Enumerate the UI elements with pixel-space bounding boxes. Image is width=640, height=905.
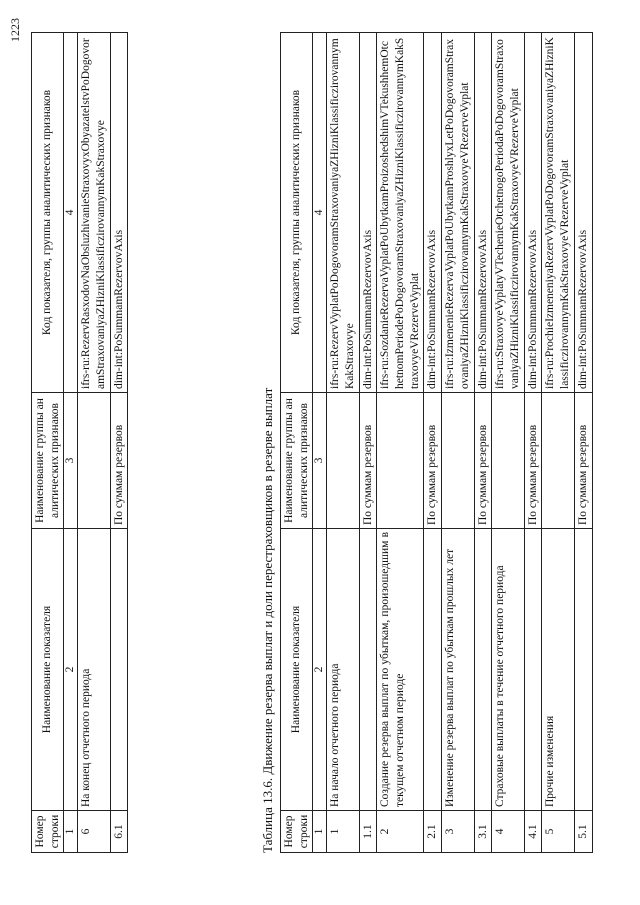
row-number: 2 [377, 811, 424, 853]
row-number: 2.1 [424, 811, 442, 853]
row-number: 4 [492, 811, 524, 853]
column-header: Наименование показателя [32, 529, 64, 811]
reserve-movement-table [280, 32, 593, 853]
indicator-code: ifrs-ru:StraxovyeVyplatyVTechenieOtchetnogoPeriodaPoDogovoramStraxovaniyaZHizniKlassificzirovannymKakStraxovyeVRezerveVyplat [492, 33, 524, 393]
column-header: Код показателя, группы аналитических признаков [281, 33, 313, 393]
indicator-name: Прочие изменения [542, 529, 574, 811]
indicator-name [110, 529, 128, 811]
indicator-name [424, 529, 442, 811]
row-number: 4.1 [524, 811, 542, 853]
indicator-code: ifrs-ru:RezervRasxodovNaObsluzhivanieStraxovyxObyazatelstvPoDogovoramStraxovaniyaZHizniKlassificzirovannymKakStraxovye [78, 33, 110, 393]
analytic-group-name: По суммам резервов [524, 393, 542, 529]
indicator-code: ifrs-ru:SozdanieRezervaVyplatPoUbytkamProizoshedshimVTekushhemOtchetnomPeriodePoDogovoramStraxovaniyaZHizniKlassificzirovannymKakStraxovyeVRezerveVyplat [377, 33, 424, 393]
indicator-name: Страховые выплаты в течение отчетного периода [492, 529, 524, 811]
table-row [78, 33, 110, 853]
row-number: 1.1 [359, 811, 377, 853]
table-caption: Таблица 13.6. Движение резерва выплат и доли перестраховщиков в резерве выплат [260, 387, 275, 853]
indicator-code: dim-int:PoSummamRezervovAxis [110, 33, 128, 393]
column-header: Код показателя, группы аналитических признаков [32, 33, 64, 393]
indicator-name [474, 529, 492, 811]
analytic-group-name [442, 393, 474, 529]
indicator-table-continued [31, 32, 128, 853]
indicator-name [574, 529, 592, 811]
table-row [474, 33, 492, 853]
indicator-code: dim-int:PoSummamRezervovAxis [359, 33, 377, 393]
table-row [524, 33, 542, 853]
column-header: Наименование показателя [281, 529, 313, 811]
indicator-code: dim-int:PoSummamRezervovAxis [524, 33, 542, 393]
analytic-group-name: По суммам резервов [474, 393, 492, 529]
column-header: Номер строки [281, 811, 313, 853]
column-number-row [64, 33, 78, 853]
column-number: 4 [64, 33, 78, 393]
column-number: 1 [313, 811, 327, 853]
indicator-name [524, 529, 542, 811]
row-number: 6.1 [110, 811, 128, 853]
row-number: 3.1 [474, 811, 492, 853]
page-number: 1223 [8, 18, 22, 42]
indicator-code: ifrs-ru:ProchieIzmeneniyaRezervVyplatPoDogovoramStraxovaniyaZHizniKlassificzirovannymKakStraxovyeVRezerveVyplat [542, 33, 574, 393]
column-header: Номер строки [32, 811, 64, 853]
analytic-group-name [492, 393, 524, 529]
column-number-row [313, 33, 327, 853]
indicator-name: На конец отчетного периода [78, 529, 110, 811]
row-number: 1 [327, 811, 359, 853]
table-row [327, 33, 359, 853]
table-row [442, 33, 474, 853]
row-number: 3 [442, 811, 474, 853]
analytic-group-name: По суммам резервов [110, 393, 128, 529]
indicator-name [359, 529, 377, 811]
indicator-code: dim-int:PoSummamRezervovAxis [424, 33, 442, 393]
column-number: 2 [64, 529, 78, 811]
analytic-group-name: По суммам резервов [574, 393, 592, 529]
column-number: 1 [64, 811, 78, 853]
table-row [574, 33, 592, 853]
column-header: Наименование группы аналитических признаков [281, 393, 313, 529]
table-row [359, 33, 377, 853]
analytic-group-name [78, 393, 110, 529]
row-number: 6 [78, 811, 110, 853]
indicator-code: ifrs-ru:IzmenenieRezervaVyplatPoUbytkamProshlyxLetPoDogovoramStraxovaniyaZHizniKlassificzirovannymKakStraxovyeVRezerveVyplat [442, 33, 474, 393]
table-row [542, 33, 574, 853]
indicator-name: Изменение резерва выплат по убыткам прошлых лет [442, 529, 474, 811]
table-header-row [32, 33, 64, 853]
table-header-row [281, 33, 313, 853]
column-number: 3 [313, 393, 327, 529]
indicator-code: ifrs-ru:RezervVyplatPoDogovoramStraxovaniyaZHizniKlassificzirovannymKakStraxovye [327, 33, 359, 393]
analytic-group-name: По суммам резервов [424, 393, 442, 529]
row-number: 5.1 [574, 811, 592, 853]
analytic-group-name [327, 393, 359, 529]
analytic-group-name: По суммам резервов [359, 393, 377, 529]
row-number: 5 [542, 811, 574, 853]
indicator-code: dim-int:PoSummamRezervovAxis [474, 33, 492, 393]
indicator-code: dim-int:PoSummamRezervovAxis [574, 33, 592, 393]
table-row [424, 33, 442, 853]
column-number: 3 [64, 393, 78, 529]
analytic-group-name [542, 393, 574, 529]
table-row [110, 33, 128, 853]
column-number: 4 [313, 33, 327, 393]
analytic-group-name [377, 393, 424, 529]
table-row [492, 33, 524, 853]
column-header: Наименование группы аналитических признаков [32, 393, 64, 529]
table-row [377, 33, 424, 853]
column-number: 2 [313, 529, 327, 811]
indicator-name: На начало отчетного периода [327, 529, 359, 811]
indicator-name: Создание резерва выплат по убыткам, произошедшим в текущем отчетном периоде [377, 529, 424, 811]
